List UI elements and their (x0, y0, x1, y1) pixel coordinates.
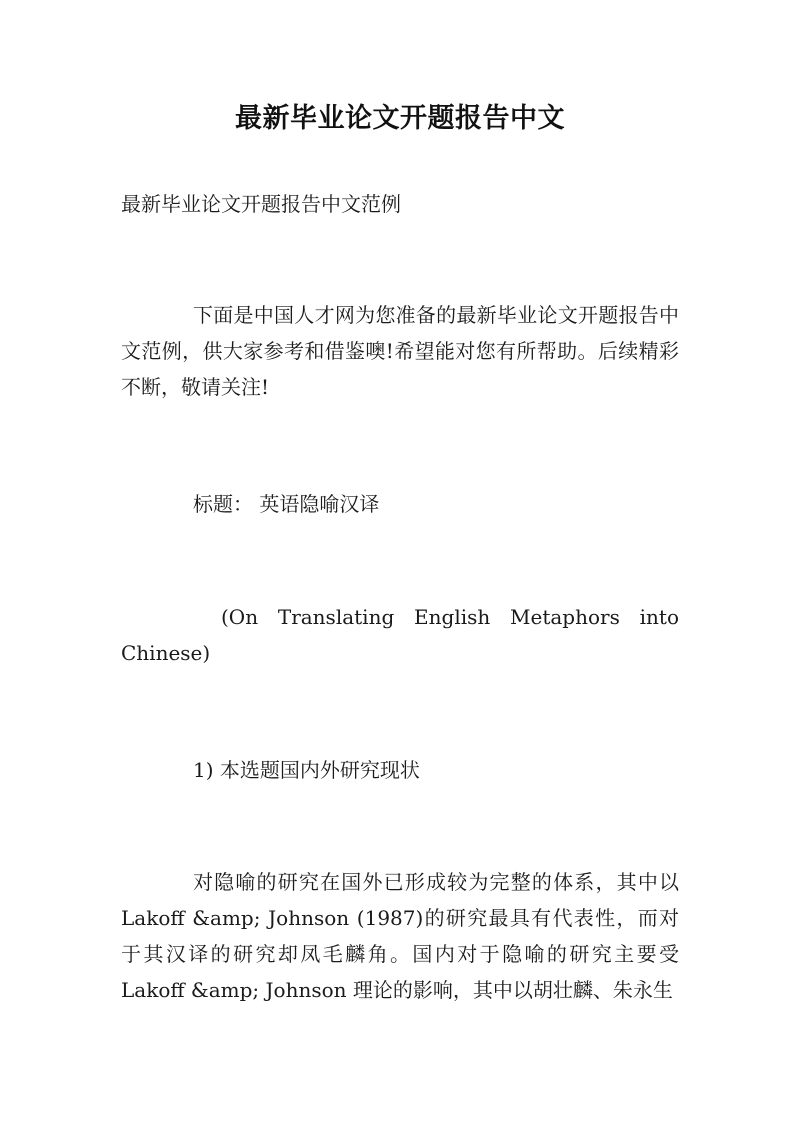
intro-paragraph: 下面是中国人才网为您准备的最新毕业论文开题报告中文范例，供大家参考和借鉴噢!希望能对您有所帮助。后续精彩不断，敬请关注! (121, 303, 679, 399)
section-paragraph: 对隐喻的研究在国外已形成较为完整的体系，其中以 Lakoff &amp; Johnson (1987)的研究最具有代表性，而对于其汉译的研究却凤毛麟角。国内对于隐喻的研究主要受 Lakoff &amp; Johnson 理论的影响，其中以胡壮麟、朱永生 (121, 870, 679, 1002)
document-subtitle: 最新毕业论文开题报告中文范例 (121, 192, 401, 216)
english-title-line-2: Chinese) (121, 641, 211, 665)
topic-label: 标题： 英语隐喻汉译 (193, 492, 380, 516)
english-title (121, 599, 679, 671)
english-title-line-1: (On Translating English Metaphors into (221, 605, 679, 629)
document-title: 最新毕业论文开题报告中文 (235, 103, 565, 134)
section-heading: 1) 本选题国内外研究现状 (193, 758, 420, 782)
